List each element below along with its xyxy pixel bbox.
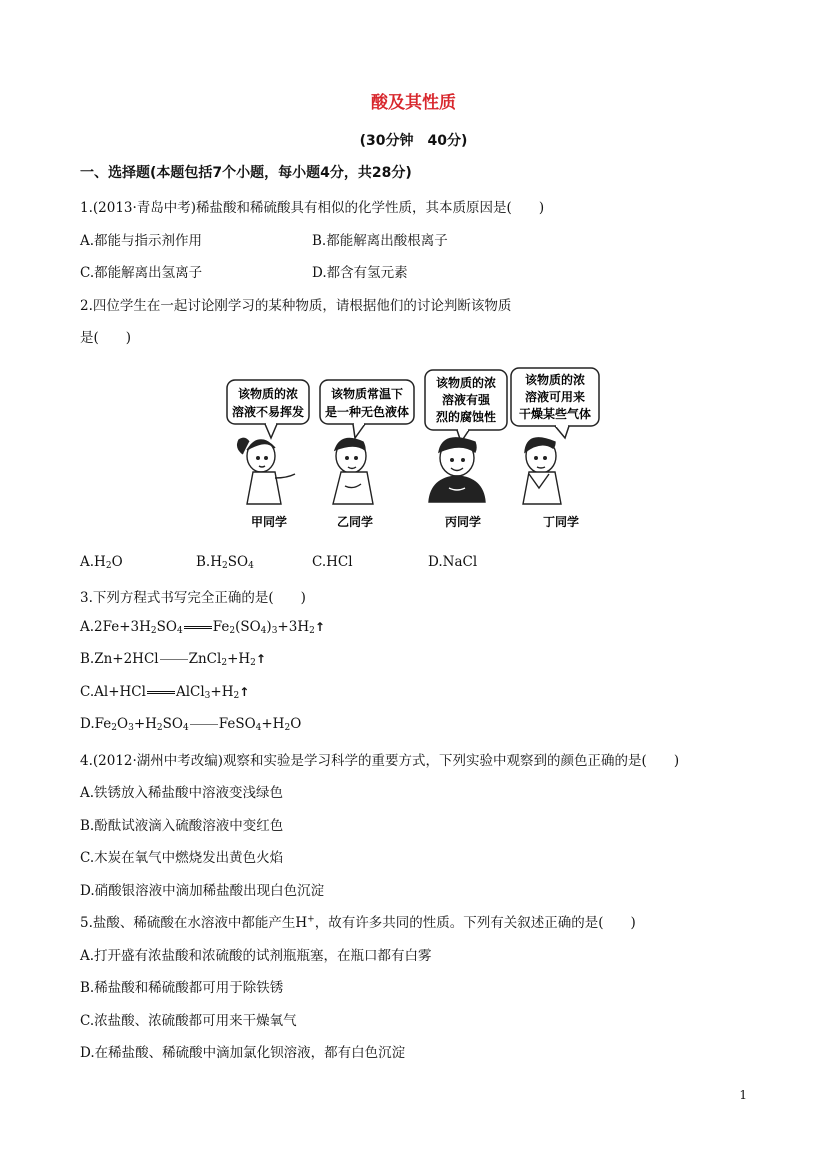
question-3-option-a: $A.2Fe+3H_2SO_4$ $Fe_2(SO_4)_3+3H_2↑$	[80, 619, 325, 636]
question-4-option-a: A.铁锈放入稀盐酸中溶液变浅绿色	[80, 785, 284, 801]
time-score-note: (30分钟 40分)	[359, 133, 468, 149]
question-4-option-b: B.酚酞试液滴入硫酸溶液中变红色	[80, 818, 284, 834]
question-2-option-d: D.NaCl	[428, 554, 478, 570]
section-heading: 一、选择题(本题包括7个小题，每小题4分，共28分)	[80, 165, 412, 181]
question-2-stem-cont: 是( )	[80, 330, 132, 346]
question-1-stem: 1.(2013·青岛中考)稀盐酸和稀硫酸具有相似的化学性质，其本质原因是( )	[80, 200, 545, 216]
equals-sign	[190, 724, 218, 725]
question-2-option-c: C.HCl	[312, 554, 353, 570]
question-1-option-a: A.都能与指示剂作用	[80, 233, 203, 249]
bubble-3-line-1: 该物质的浓	[435, 376, 497, 390]
speech-bubble-2	[320, 380, 414, 438]
question-5-stem: 5.盐酸、稀硫酸在水溶液中都能产生H+，故有许多共同的性质。下列有关叙述正确的是( )	[80, 914, 636, 931]
question-3-option-b: B.Zn+2HCl $ZnCl_2+H_2↑$	[80, 651, 266, 668]
bubble-3-line-2: 溶液有强	[441, 393, 491, 407]
question-5-option-b: B.稀盐酸和稀硫酸都可用于除铁锈	[80, 980, 284, 996]
student-4-figure	[523, 438, 561, 504]
bubble-2-line-1: 该物质常温下	[330, 387, 404, 401]
question-1-option-b: B.都能解离出酸根离子	[312, 233, 448, 249]
student-1-figure	[238, 438, 295, 504]
equals-sign	[184, 626, 212, 629]
page-title: 酸及其性质	[371, 93, 456, 113]
question-1-option-c: C.都能解离出氢离子	[80, 265, 203, 281]
bubble-4-line-3: 干燥某些气体	[518, 407, 592, 421]
question-3-option-c: C.Al+HCl $AlCl_3+H_2↑$	[80, 684, 250, 701]
question-5-option-c: C.浓盐酸、浓硫酸都可用来干燥氧气	[80, 1013, 297, 1029]
bubble-3-line-3: 烈的腐蚀性	[435, 410, 497, 424]
question-4-option-d: D.硝酸银溶液中滴加稀盐酸出现白色沉淀	[80, 883, 325, 899]
question-2-option-a: $A.H_2O$	[80, 554, 123, 571]
equals-sign	[160, 659, 188, 660]
question-3-stem: 3.下列方程式书写完全正确的是( )	[80, 590, 306, 606]
bubble-4-line-1: 该物质的浓	[524, 373, 586, 387]
page-number: 1	[739, 1088, 747, 1102]
question-2-option-b: $B.H_2SO_4$	[196, 554, 254, 571]
question-4-option-c: C.木炭在氧气中燃烧发出黄色火焰	[80, 850, 284, 866]
student-label-3: 丙同学	[444, 515, 482, 529]
student-3-figure	[429, 438, 485, 502]
bubble-2-line-2: 是一种无色液体	[324, 405, 410, 419]
speech-bubble-4	[511, 368, 599, 438]
speech-bubble-1	[227, 380, 309, 438]
speech-bubble-3	[425, 370, 507, 442]
bubble-1-line-2: 溶液不易挥发	[231, 405, 305, 419]
gas-arrow-icon: ↑	[314, 620, 325, 634]
question-5-option-a: A.打开盛有浓盐酸和浓硫酸的试剂瓶瓶塞，在瓶口都有白雾	[80, 948, 432, 964]
question-3-option-d: $D.Fe_2O_3+H_2SO_4$ $FeSO_4+H_2O$	[80, 716, 302, 733]
question-1-option-d: D.都含有氢元素	[312, 265, 408, 281]
bubble-4-line-2: 溶液可用来	[524, 390, 586, 404]
equals-sign	[147, 691, 175, 694]
student-label-2: 乙同学	[336, 515, 374, 529]
question-5-option-d: D.在稀盐酸、稀硫酸中滴加氯化钡溶液，都有白色沉淀	[80, 1045, 406, 1061]
gas-arrow-icon: ↑	[255, 652, 266, 666]
question-2-stem: 2.四位学生在一起讨论刚学习的某种物质，请根据他们的讨论判断该物质	[80, 298, 512, 314]
student-label-4: 丁同学	[542, 515, 580, 529]
student-2-figure	[333, 438, 373, 504]
bubble-1-line-1: 该物质的浓	[237, 387, 299, 401]
students-discussion-figure	[225, 366, 605, 536]
gas-arrow-icon: ↑	[239, 685, 250, 699]
student-label-1: 甲同学	[250, 515, 288, 529]
question-4-stem: 4.(2012·湖州中考改编)观察和实验是学习科学的重要方式，下列实验中观察到的颜色正确的是( )	[80, 753, 680, 769]
